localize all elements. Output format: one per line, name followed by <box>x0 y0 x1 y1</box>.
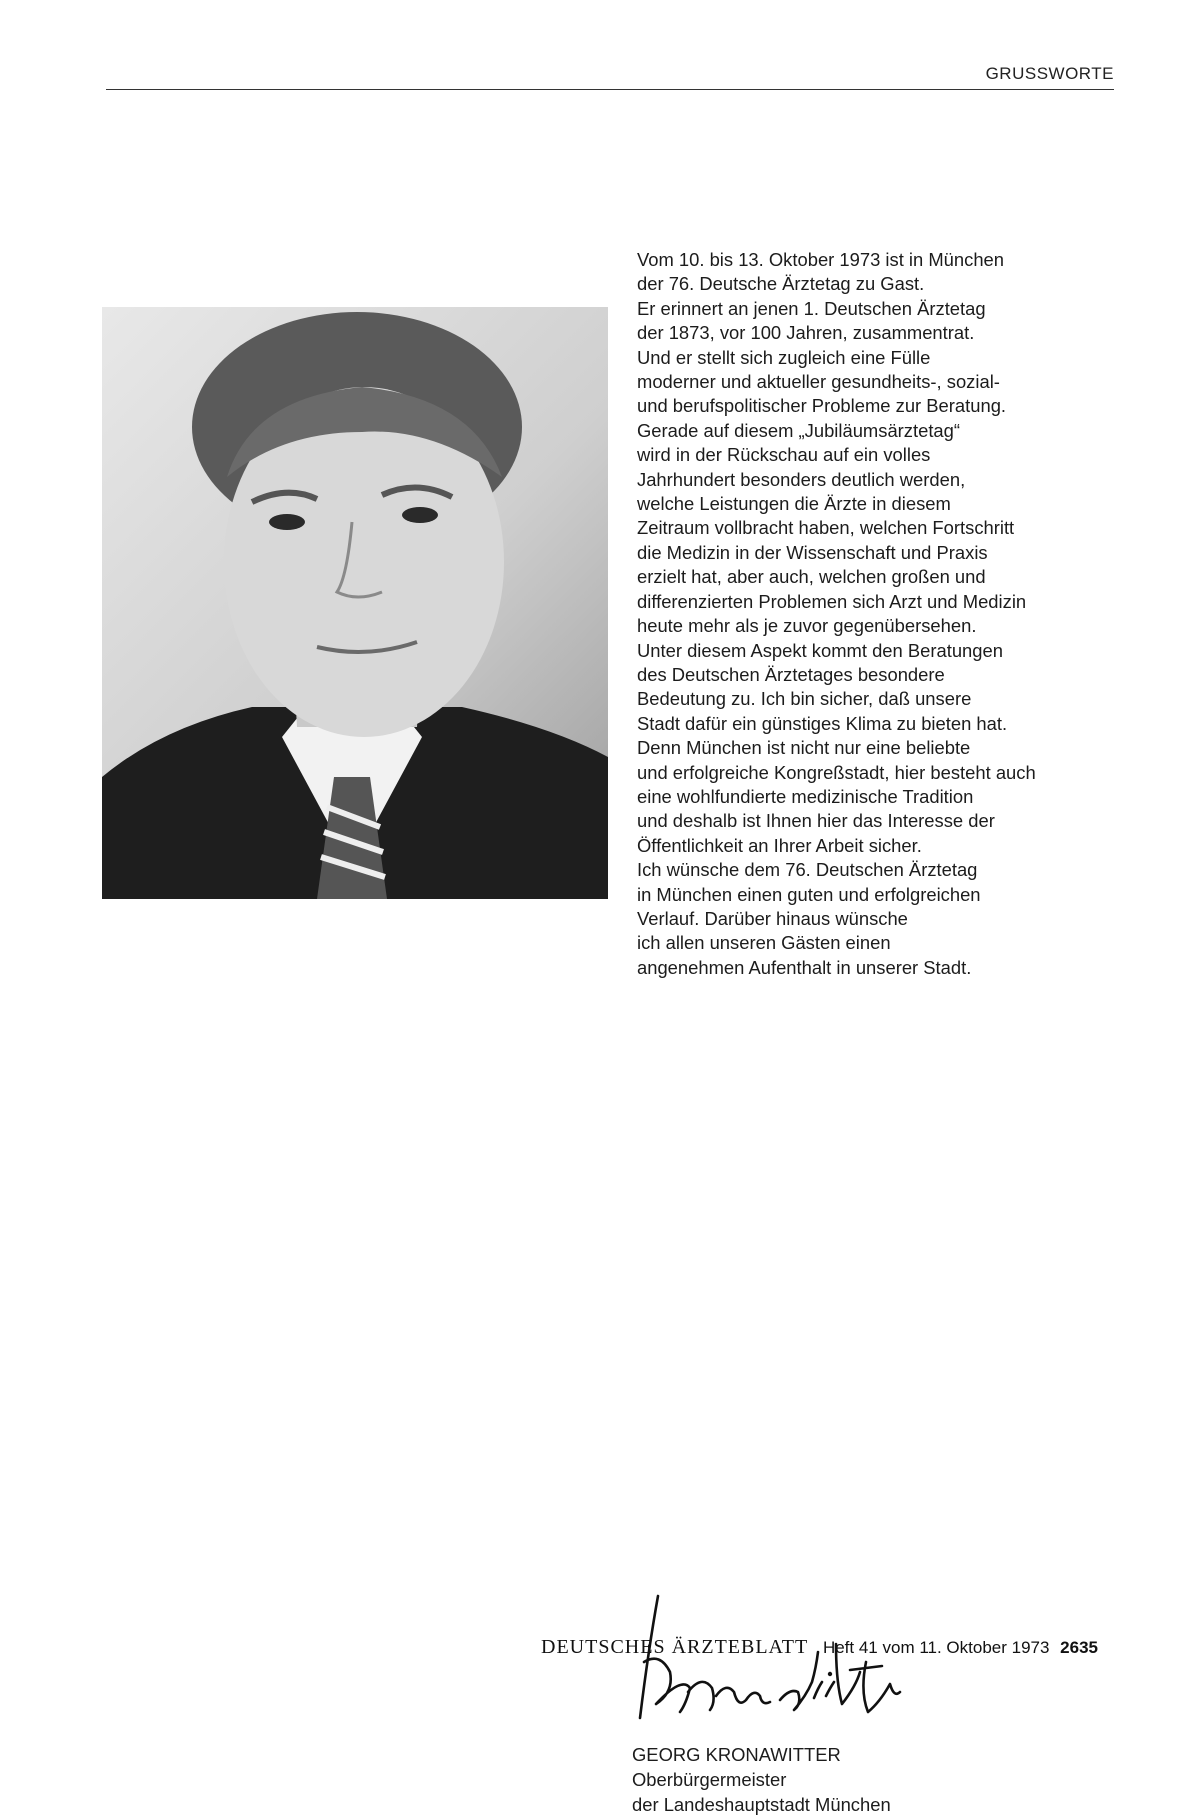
greeting-text <box>637 248 1117 980</box>
text-line: heute mehr als je zuvor gegenübersehen. <box>637 615 977 637</box>
text-line: Zeitraum vollbracht haben, welchen Fortschritt <box>637 517 1015 539</box>
text-line: der 1873, vor 100 Jahren, zusammentrat. <box>637 322 975 344</box>
text-line: differenzierten Problemen sich Arzt und Medizin <box>637 590 1027 612</box>
text-line: Stadt dafür ein günstiges Klima zu bieten hat. <box>637 712 1008 734</box>
text-line: und deshalb ist Ihnen hier das Interesse der <box>637 810 995 832</box>
text-line: Gerade auf diesem „Jubiläumsärztetag“ <box>637 419 961 441</box>
text-line: Unter diesem Aspekt kommt den Beratungen <box>637 639 1003 661</box>
issue-info: Heft 41 vom 11. Oktober 1973 <box>822 1638 1050 1657</box>
text-line: Verlauf. Darüber hinaus wünsche <box>637 907 908 929</box>
text-line: wird in der Rückschau auf ein volles <box>637 444 931 466</box>
text-line: des Deutschen Ärztetages besondere <box>637 663 945 685</box>
signer-office: der Landeshauptstadt München <box>632 1794 891 1815</box>
signer-name: GEORG KRONAWITTER <box>632 1744 841 1765</box>
text-line: Vom 10. bis 13. Oktober 1973 ist in München <box>637 249 1005 270</box>
page-footer <box>541 1636 1098 1659</box>
text-line: moderner und aktueller gesundheits-, sozial- <box>637 371 1000 393</box>
text-line: erzielt hat, aber auch, welchen großen und <box>637 566 986 588</box>
text-line: in München einen guten und erfolgreichen <box>637 883 981 905</box>
text-line: angenehmen Aufenthalt in unserer Stadt. <box>637 956 972 978</box>
text-line: eine wohlfundierte medizinische Tradition <box>637 785 974 807</box>
section-label: GRUSSWORTE <box>985 64 1114 83</box>
text-line: Öffentlichkeit an Ihrer Arbeit sicher. <box>637 834 922 856</box>
handwritten-signature <box>630 1592 910 1732</box>
signer-block <box>632 1742 891 1817</box>
signer-title: Oberbürgermeister <box>632 1769 787 1790</box>
text-line: ich allen unseren Gästen einen <box>637 932 891 954</box>
text-line: Jahrhundert besonders deutlich werden, <box>637 468 966 490</box>
text-line: und berufspolitischer Probleme zur Beratung. <box>637 395 1007 417</box>
text-line: Ich wünsche dem 76. Deutschen Ärztetag <box>637 859 978 881</box>
text-line: welche Leistungen die Ärzte in diesem <box>637 493 951 515</box>
text-line: und erfolgreiche Kongreßstadt, hier besteht auch <box>637 761 1036 783</box>
text-line: Bedeutung zu. Ich bin sicher, daß unsere <box>637 688 972 710</box>
header-rule <box>106 89 1114 90</box>
text-line: die Medizin in der Wissenschaft und Praxis <box>637 541 988 563</box>
portrait-photo <box>102 307 608 899</box>
publication-name: DEUTSCHES ÄRZTEBLATT <box>541 1636 809 1658</box>
text-line: Er erinnert an jenen 1. Deutschen Ärztetag <box>637 297 986 319</box>
text-line: Denn München ist nicht nur eine beliebte <box>637 737 971 759</box>
page-number: 2635 <box>1060 1638 1098 1657</box>
text-line: der 76. Deutsche Ärztetag zu Gast. <box>637 273 925 295</box>
text-line: Und er stellt sich zugleich eine Fülle <box>637 346 931 368</box>
